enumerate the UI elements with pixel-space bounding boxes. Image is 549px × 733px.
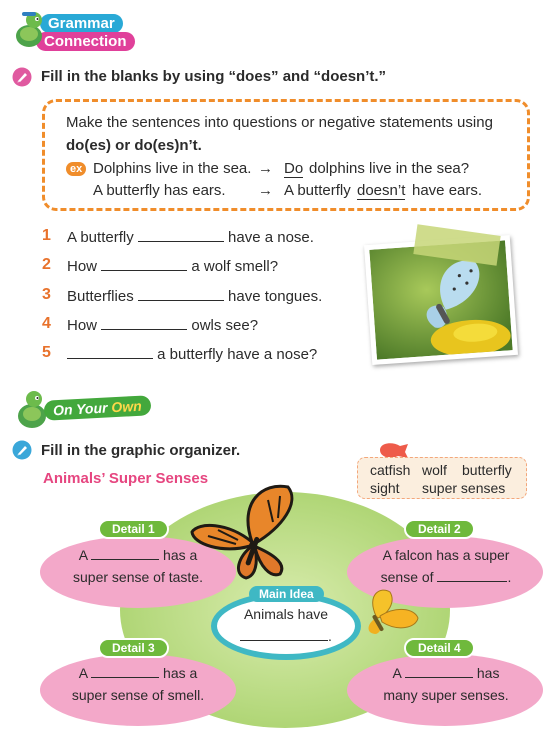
example-badge: ex [66,162,86,176]
rule-line1: Make the sentences into questions or negative statements using [66,114,493,131]
detail1-label: Detail 1 [98,519,169,539]
detail1-part-c: super sense of taste. [73,569,203,585]
example1-rest: dolphins live in the sea? [309,160,470,177]
section2-instruction: Fill in the graphic organizer. [41,442,241,459]
item-text-before: A butterfly [67,229,134,246]
item-number: 4 [42,315,51,332]
answer-blank[interactable] [101,316,187,330]
item-text-before: How [67,317,98,334]
list-item [67,257,278,275]
example1-source: Dolphins live in the sea. [93,160,252,177]
detail2-label: Detail 2 [404,519,475,539]
detail2-text: A falcon has a super sense of . [380,547,512,585]
yellow-butterfly-icon [346,586,422,638]
pencil-icon [12,67,32,87]
own-text: Own [110,397,143,416]
item-number: 1 [42,227,51,244]
detail1-part-a: A [78,547,88,563]
example1-do: Do [284,160,304,177]
item-number: 5 [42,344,51,361]
list-item [67,228,314,246]
answer-blank[interactable] [101,257,187,271]
grammar-badge-line2: Connection [36,32,135,51]
example1-arrow: → [258,160,273,177]
example2-rest: have ears. [412,182,483,199]
answer-blank[interactable] [67,345,153,359]
item-number: 2 [42,256,51,273]
answer-blank[interactable] [437,568,507,582]
organizer-subtitle: Animals’ Super Senses [43,470,209,487]
detail4-text [358,662,534,706]
rule-line2: do(es) or do(es)n’t. [66,137,202,154]
word-bank-item: butterfly [462,462,512,478]
detail2-part-b: sense of [380,569,434,585]
item-text-after: a butterfly have a nose? [157,346,318,363]
example2-pre: A butterfly [284,182,351,199]
on-your-own-badge [44,395,152,421]
answer-blank[interactable] [91,664,159,678]
section1-instruction: Fill in the blanks by using “does” and “doesn’t.” [41,68,387,85]
item-text-after: owls see? [191,317,259,334]
answer-blank[interactable] [240,627,328,641]
detail3-label: Detail 3 [98,638,169,658]
detail2-part-a: A falcon has a super [382,547,510,563]
word-bank-item: catfish [370,462,411,478]
detail1-part-b: has a [163,547,198,563]
detail4-part-c: many super senses. [383,687,509,703]
list-item [67,316,258,334]
item-text-after: have tongues. [228,288,323,305]
detail3-part-c: super sense of smell. [71,687,205,703]
detail4-part-a: A [392,665,402,681]
item-text-after: a wolf smell? [191,258,279,275]
main-idea-text: Animals have . [222,603,350,647]
list-item [67,287,322,305]
list-item [67,345,317,363]
word-bank-item: sight [370,480,400,496]
example2-arrow: → [258,182,273,199]
item-text-after: have a nose. [228,229,314,246]
item-text-before: How [67,258,98,275]
item-text-before: Butterflies [67,288,134,305]
detail3-part-a: A [78,665,88,681]
answer-blank[interactable] [405,664,473,678]
main-idea-label: Main Idea [249,586,324,602]
item-number: 3 [42,286,51,303]
detail4-part-b: has [476,665,500,681]
answer-blank[interactable] [91,546,159,560]
word-bank-item: super senses [422,480,506,496]
on-your-text: On Your [52,399,108,419]
main-idea-part-a: Animals have [243,606,329,622]
detail3-part-b: has a [163,665,198,681]
monarch-butterfly-icon [188,482,318,582]
grammar-badge-line1: Grammar [40,14,123,33]
answer-blank[interactable] [138,228,224,242]
example2-source: A butterfly has ears. [93,182,226,199]
turtle-mascot-icon [12,10,46,50]
pencil-icon [12,440,32,460]
example2-doesnt: doesn’t [357,182,406,199]
detail3-text [52,662,224,706]
detail4-label: Detail 4 [404,638,475,658]
answer-blank[interactable] [138,287,224,301]
word-bank-item: wolf [422,462,447,478]
